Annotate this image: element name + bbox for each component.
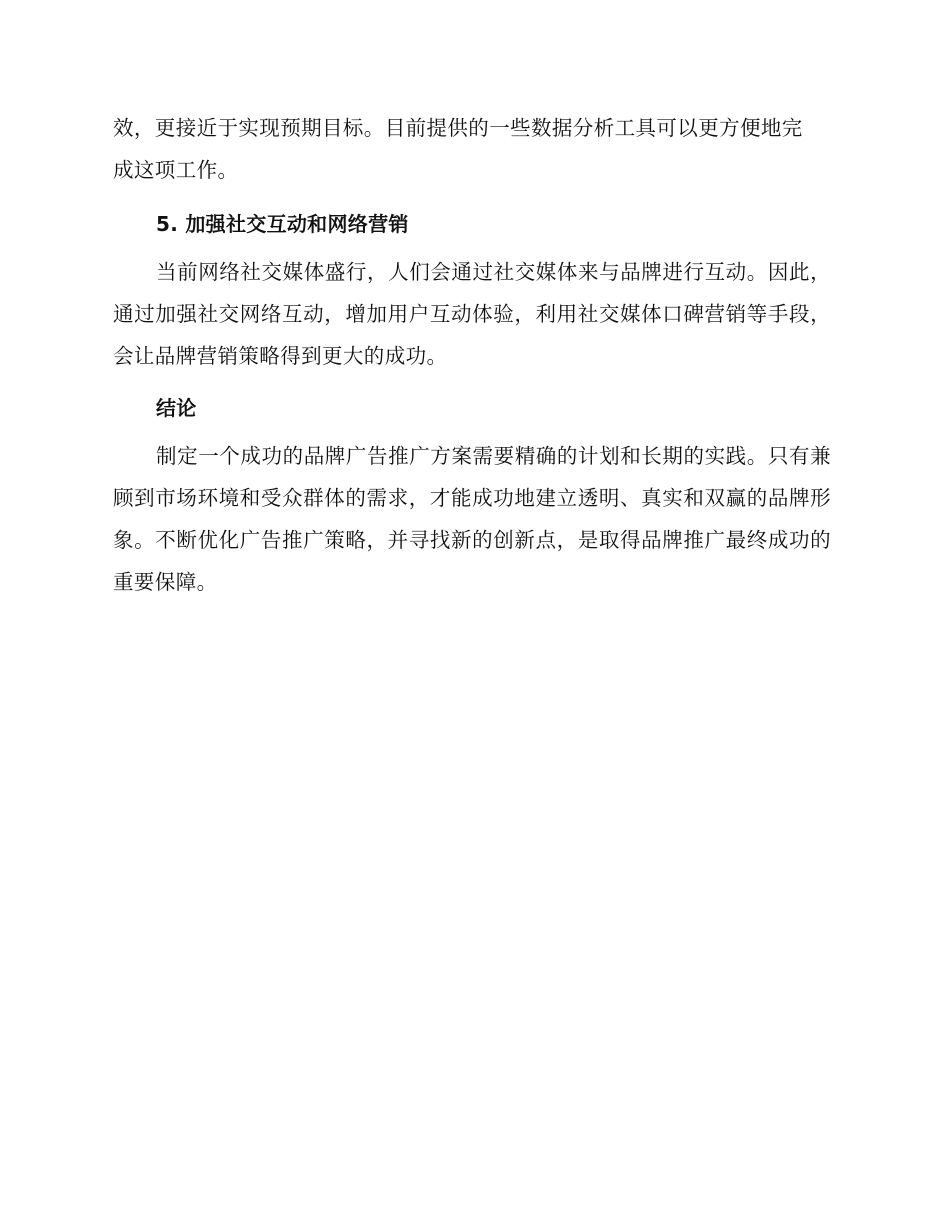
- conclusion-heading: 结论: [156, 396, 197, 420]
- section-5-heading: 5. 加强社交互动和网络营销: [156, 212, 409, 236]
- intro-paragraph-line-2: 成这项工作。: [113, 158, 239, 182]
- section-5-paragraph: 当前网络社交媒体盛行，人们会通过社交媒体来与品牌进行互动。因此，通过加强社交网络互动，增加用户互动体验，利用社交媒体口碑营销等手段，会让品牌营销策略得到更大的成功。: [113, 260, 831, 368]
- document-body: [113, 107, 831, 603]
- intro-paragraph: [113, 107, 831, 191]
- conclusion-paragraph: 制定一个成功的品牌广告推广方案需要精确的计划和长期的实践。只有兼顾到市场环境和受众群体的需求，才能成功地建立透明、真实和双赢的品牌形象。不断优化广告推广策略，并寻找新的创新点，是取得品牌推广最终成功的重要保障。: [113, 444, 831, 594]
- intro-paragraph-line-1: 效，更接近于实现预期目标。目前提供的一些数据分析工具可以更方便地完: [113, 116, 803, 140]
